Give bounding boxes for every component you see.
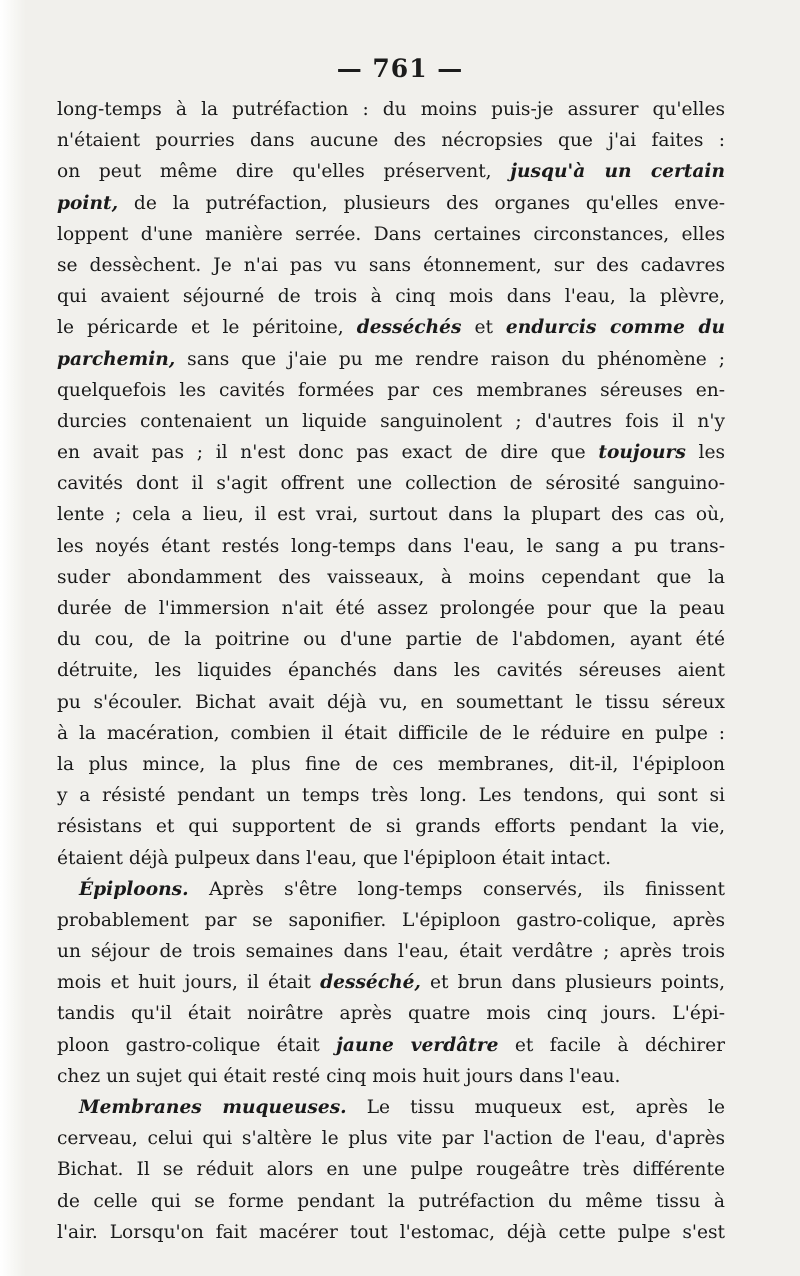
text-line — [57, 281, 725, 312]
text-segment: cavités dont il s'agit offrent une collection de sérosité sanguino- — [57, 473, 725, 495]
emphasis-text: Épiploons. — [79, 878, 189, 900]
text-line — [57, 1123, 725, 1154]
text-line — [57, 843, 725, 874]
text-segment: on peut même dire qu'elles préservent, — [57, 161, 511, 183]
text-segment: un séjour de trois semaines dans l'eau, était verdâtre ; après trois — [57, 941, 725, 963]
text-segment: et facile à déchirer — [498, 1034, 725, 1056]
text-segment: ploon gastro-colique était — [57, 1034, 337, 1056]
text-segment: et — [461, 317, 506, 339]
emphasis-text: parchemin, — [57, 348, 176, 370]
text-segment: pu s'écouler. Bichat avait déjà vu, en soumettant le tissu séreux — [57, 691, 725, 713]
text-segment: Après s'être long-temps conservés, ils finissent — [188, 878, 725, 900]
text-line — [57, 655, 725, 686]
text-line — [57, 156, 725, 187]
text-line — [57, 624, 725, 655]
text-segment: étaient déjà pulpeux dans l'eau, que l'épiploon était intact. — [57, 847, 611, 869]
text-segment: qui avaient séjourné de trois à cinq mois dans l'eau, la plèvre, — [57, 286, 725, 308]
text-line — [57, 375, 725, 406]
emphasis-text: endurcis comme du — [505, 317, 725, 339]
text-line — [57, 499, 725, 530]
text-segment: la plus mince, la plus fine de ces membranes, dit-il, l'épiploon — [57, 753, 725, 775]
emphasis-text: toujours — [598, 442, 686, 464]
text-line — [57, 344, 725, 375]
text-line — [57, 219, 725, 250]
text-segment: long-temps à la putréfaction : du moins puis-je assurer qu'elles — [57, 99, 725, 120]
text-line — [57, 967, 725, 998]
text-segment: y a résisté pendant un temps très long. Les tendons, qui sont si — [57, 785, 725, 807]
text-line — [57, 531, 725, 562]
text-line — [57, 94, 725, 125]
text-segment: les — [685, 442, 725, 464]
text-line — [57, 874, 725, 905]
text-line — [57, 1061, 725, 1092]
text-segment: sans que j'aie pu me rendre raison du phénomène ; — [175, 348, 725, 370]
text-line — [57, 780, 725, 811]
text-segment: à la macération, combien il était difficile de le réduire en pulpe : — [57, 722, 725, 744]
emphasis-text: desséchés — [356, 317, 462, 339]
text-line — [57, 1092, 725, 1123]
text-line — [57, 905, 725, 936]
text-line — [57, 1186, 725, 1217]
text-segment: se dessèchent. Je n'ai pas vu sans étonnement, sur des cadavres — [57, 254, 725, 276]
text-line — [57, 188, 725, 219]
text-line — [57, 562, 725, 593]
text-line — [57, 749, 725, 780]
text-line — [57, 406, 725, 437]
text-segment: n'étaient pourries dans aucune des nécropsies que j'ai faites : — [57, 130, 725, 152]
text-segment: cerveau, celui qui s'altère le plus vite par l'action de l'eau, d'après — [57, 1128, 725, 1150]
text-segment: mois et huit jours, il était — [57, 972, 321, 994]
text-segment: résistans et qui supportent de si grands efforts pendant la vie, — [57, 816, 725, 838]
text-line — [57, 687, 725, 718]
text-line — [57, 811, 725, 842]
text-segment: de la putréfaction, plusieurs des organes qu'elles enve- — [118, 192, 725, 214]
text-line — [57, 998, 725, 1029]
body-text — [57, 94, 725, 1248]
text-segment: les noyés étant restés long-temps dans l'eau, le sang a pu trans- — [57, 535, 725, 557]
text-line — [57, 468, 725, 499]
text-segment: Bichat. Il se réduit alors en une pulpe rougeâtre très différente — [57, 1159, 725, 1181]
text-segment: loppent d'une manière serrée. Dans certaines circonstances, elles — [57, 223, 725, 245]
text-line — [57, 1217, 725, 1248]
text-line — [57, 437, 725, 468]
page-number: — 761 — — [336, 54, 464, 83]
text-line — [57, 125, 725, 156]
text-segment: le péricarde et le péritoine, — [57, 317, 357, 339]
text-segment: durcies contenaient un liquide sanguinolent ; d'autres fois il n'y — [57, 410, 725, 432]
emphasis-text: Membranes muqueuses. — [79, 1097, 347, 1118]
text-segment: du cou, de la poitrine ou d'une partie de l'abdomen, ayant été — [57, 629, 725, 651]
text-segment: en avait pas ; il n'est donc pas exact de dire que — [57, 442, 599, 464]
text-segment: chez un sujet qui était resté cinq mois huit jours dans l'eau. — [57, 1065, 621, 1087]
text-segment: tandis qu'il était noirâtre après quatre mois cinq jours. L'épi- — [57, 1003, 725, 1025]
text-segment: suder abondamment des vaisseaux, à moins cependant que la — [57, 566, 725, 588]
text-segment: détruite, les liquides épanchés dans les cavités séreuses aient — [57, 660, 725, 682]
emphasis-text: desséché, — [320, 972, 421, 994]
text-line — [57, 718, 725, 749]
text-segment: probablement par se saponifier. L'épiploon gastro-colique, après — [57, 909, 725, 931]
emphasis-text: jusqu'à un certain — [510, 161, 725, 183]
text-line — [57, 1154, 725, 1185]
text-line — [57, 1030, 725, 1061]
text-line — [57, 936, 725, 967]
text-segment: quelquefois les cavités formées par ces membranes séreuses en- — [57, 379, 725, 401]
emphasis-text: point, — [57, 192, 119, 214]
text-segment: lente ; cela a lieu, il est vrai, surtout dans la plupart des cas où, — [57, 504, 725, 526]
text-segment: l'air. Lorsqu'on fait macérer tout l'estomac, déjà cette pulpe s'est — [57, 1221, 725, 1243]
text-segment: et brun dans plusieurs points, — [420, 972, 725, 994]
text-line — [57, 593, 725, 624]
text-segment: de celle qui se forme pendant la putréfaction du même tissu à — [57, 1190, 725, 1212]
text-line — [57, 312, 725, 343]
text-line — [57, 250, 725, 281]
emphasis-text: jaune verdâtre — [336, 1034, 499, 1056]
text-segment: Le tissu muqueux est, après le — [346, 1097, 725, 1118]
text-segment: durée de l'immersion n'ait été assez prolongée pour que la peau — [57, 598, 725, 619]
